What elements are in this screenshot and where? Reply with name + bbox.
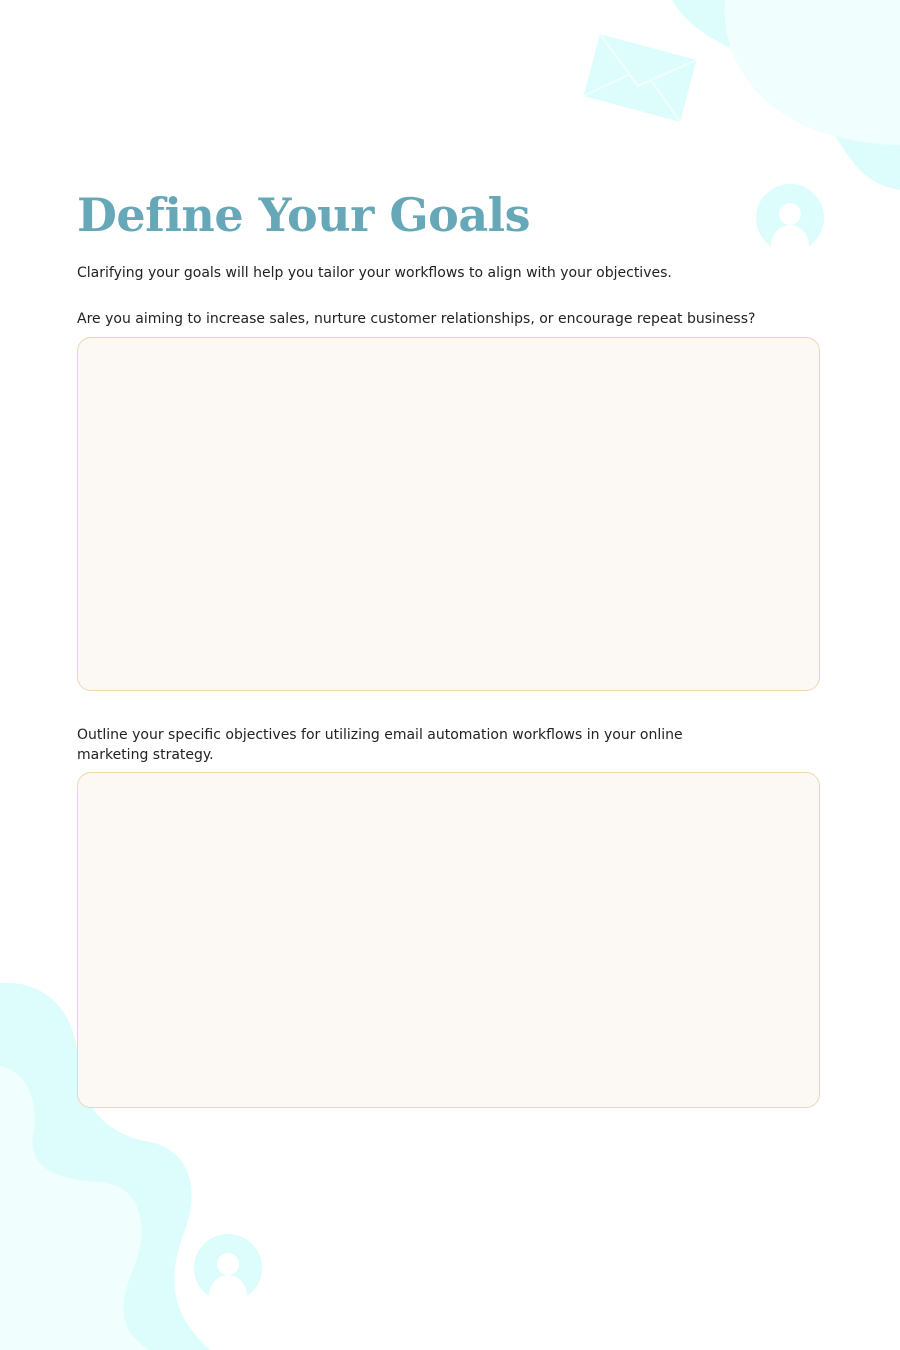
user-avatar-icon: [194, 1234, 262, 1317]
question-1-prompt: Are you aiming to increase sales, nurture customer relationships, or encourage repeat business?: [77, 311, 756, 327]
intro-text: Clarifying your goals will help you tailor your workflows to align with your objectives.: [77, 265, 672, 281]
top-right-blob-outer: [672, 0, 900, 190]
user-avatar-icon: [756, 184, 824, 267]
answer-box-1[interactable]: [77, 337, 820, 691]
bottom-left-blob-inner: [0, 1066, 150, 1350]
top-right-blob-inner: [725, 0, 900, 145]
answer-box-2[interactable]: [77, 772, 820, 1108]
envelope-icon: [583, 34, 696, 122]
question-2-prompt: Outline your specific objectives for utilizing email automation workflows in your online marketing strategy.: [77, 727, 683, 763]
page-title: Define Your Goals: [77, 188, 531, 242]
